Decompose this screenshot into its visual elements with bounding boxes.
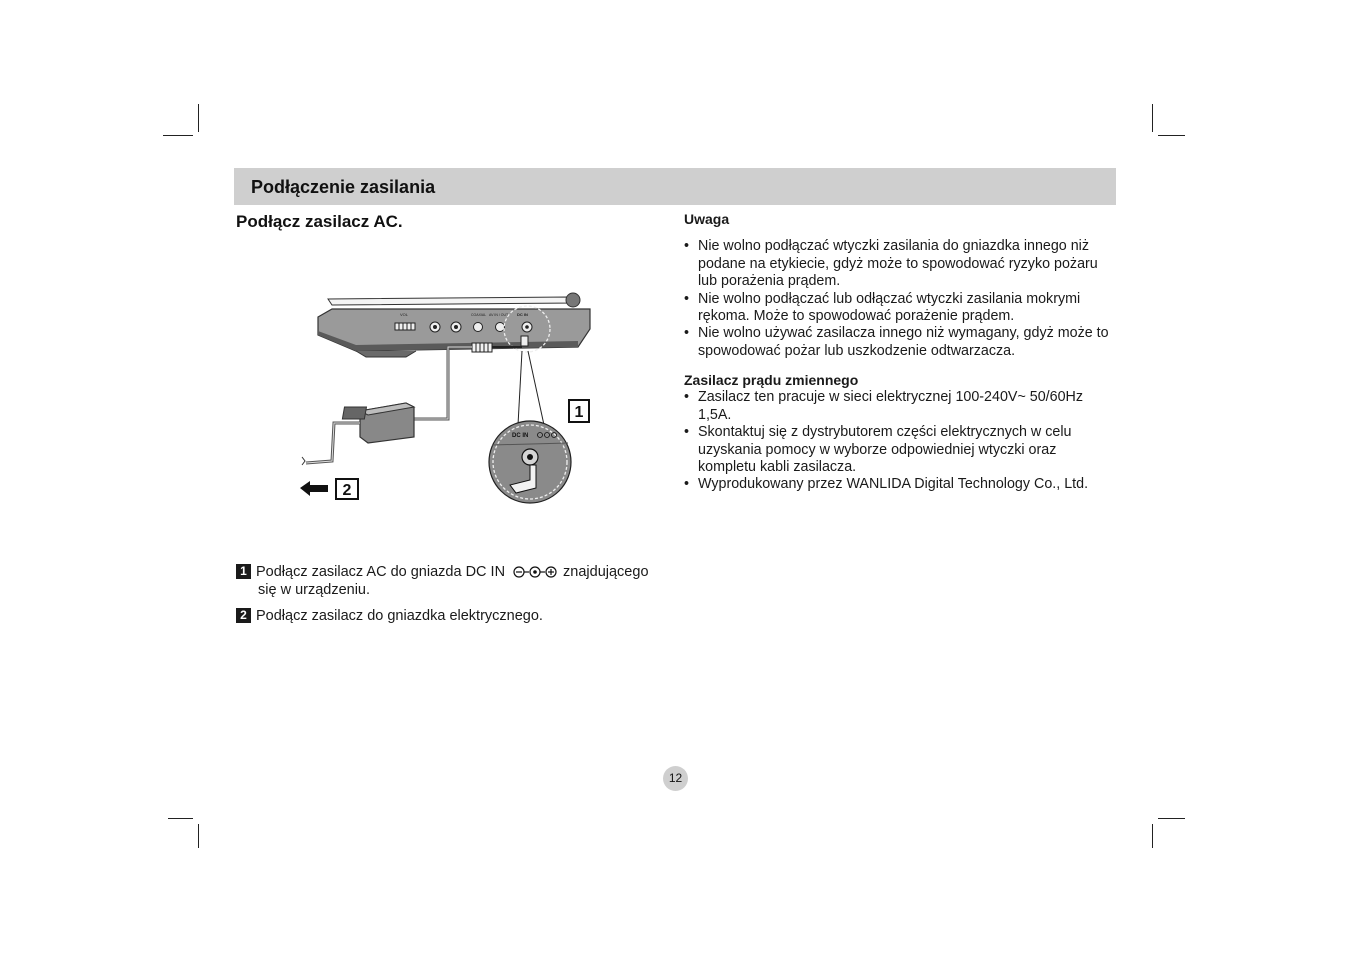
- adapter-list: [684, 389, 1114, 493]
- dc-polarity-icon: [513, 566, 557, 578]
- step-1: [236, 564, 649, 599]
- list-item: • Nie wolno podłączać lub odłączać wtyczki zasilania mokrymi rękoma. Może to spowodować porażenie prądem.: [684, 291, 1114, 326]
- callout-1: 1: [574, 404, 584, 421]
- list-item: • Skontaktuj się z dystrybutorem części elektrycznych w celu uzyskania pomocy w wyborze odpowiedniej wtyczki oraz kompletu kabli zasilacza.: [684, 424, 1114, 476]
- connection-illustration: [296, 285, 596, 510]
- step-1-text: Podłącz zasilacz AC do gniazda DC IN: [256, 564, 506, 580]
- crop-mark: [198, 104, 199, 132]
- step-2-text: Podłącz zasilacz do gniazdka elektrycznego.: [256, 608, 543, 624]
- list-item: • Nie wolno używać zasilacza innego niż wymagany, gdyż może to spowodować pożar lub uszkodzenie odtwarzacza.: [684, 325, 1114, 360]
- list-item: • Nie wolno podłączać wtyczki zasilania do gniazdka innego niż podane na etykiecie, gdyż może to spowodować ryzyko pożaru lub porażenia prądem.: [684, 238, 1114, 290]
- crop-mark: [1152, 824, 1153, 848]
- list-item: • Zasilacz ten pracuje w sieci elektrycznej 100-240V~ 50/60Hz 1,5A.: [684, 389, 1114, 424]
- crop-mark: [198, 824, 199, 848]
- section-header: [234, 168, 1116, 205]
- crop-mark: [168, 818, 193, 819]
- step-1-text-cont: się w urządzeniu.: [258, 581, 371, 598]
- page-title: Podłączenie zasilania: [251, 177, 436, 197]
- device-label-dcin: DC IN: [517, 312, 528, 317]
- step-2: [236, 608, 543, 626]
- subsection-heading: Podłącz zasilacz AC.: [236, 212, 403, 231]
- step-number-2: 2: [236, 608, 251, 623]
- device-label-coaxial: COAXIAL: [471, 313, 487, 317]
- crop-mark: [1152, 104, 1153, 132]
- warning-list: [684, 238, 1114, 360]
- crop-mark: [163, 135, 193, 136]
- step-number-1: 1: [236, 564, 251, 579]
- device-label-vol: VOL: [400, 312, 409, 317]
- callout-2: 2: [342, 482, 352, 499]
- crop-mark: [1158, 135, 1185, 136]
- zoom-label-dcin: DC IN: [512, 433, 529, 439]
- step-1-text-after: znajdującego: [563, 564, 649, 580]
- crop-mark: [1158, 818, 1185, 819]
- list-item: • Wyprodukowany przez WANLIDA Digital Technology Co., Ltd.: [684, 476, 1114, 493]
- page-number: 12: [663, 766, 688, 791]
- warning-title: Uwaga: [684, 211, 730, 227]
- warning-section: [684, 211, 1114, 360]
- device-label-av: AV IN / OUT: [489, 313, 509, 317]
- adapter-title: Zasilacz prądu zmiennego: [684, 372, 859, 388]
- adapter-section: [684, 372, 1114, 494]
